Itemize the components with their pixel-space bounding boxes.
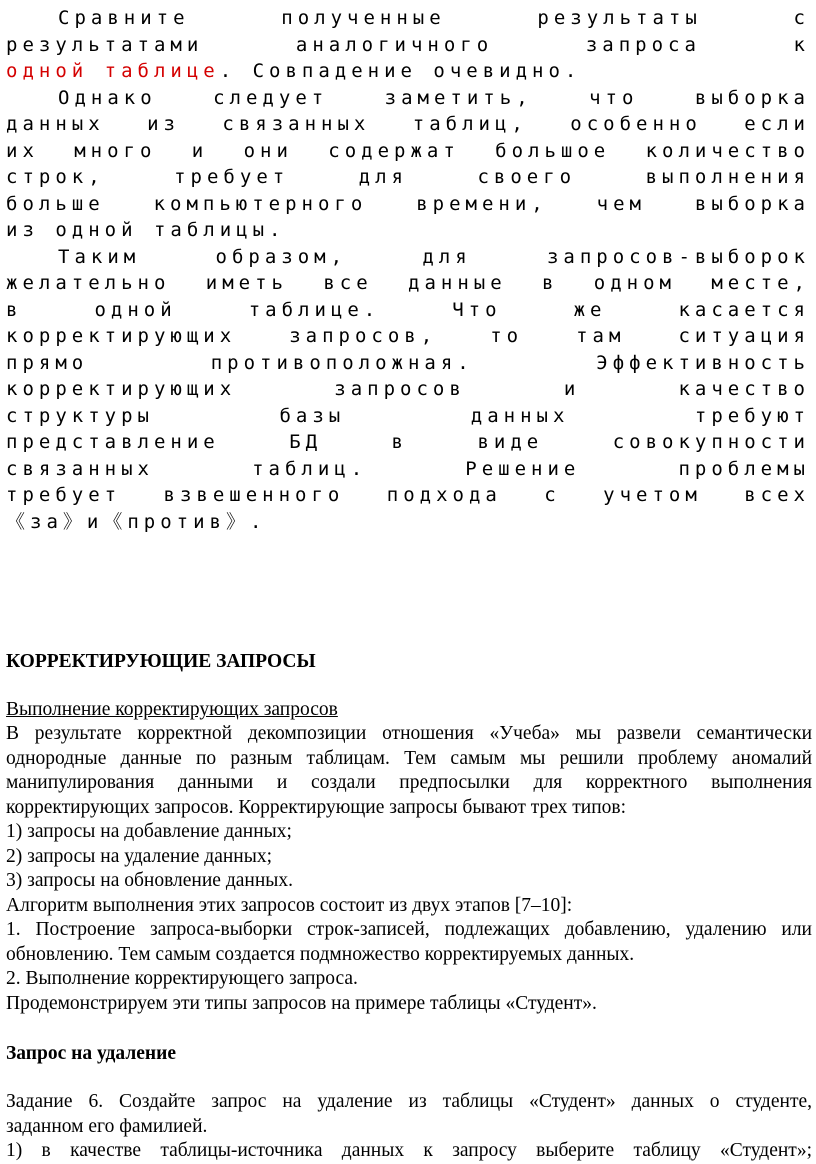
text-line: однородные данные по разным таблицам. Тем самым мы решили проблему аномалий <box>6 747 812 769</box>
text-line: в одной таблице. Что же касается <box>6 298 810 321</box>
text-line: Таким образом, для запросов-выборок <box>58 245 810 268</box>
task-text <box>6 1090 812 1164</box>
paragraph-compare <box>0 5 816 85</box>
text-line: корректирующих запросов. Корректирующие запросы бывают трех типов: <box>6 796 627 818</box>
text-line: строк, требует для своего выполнения <box>6 166 810 188</box>
text-line: их много и они содержат большое количество <box>6 139 810 162</box>
subsection-heading-delete: Запрос на удаление <box>6 1043 177 1064</box>
text-line: требует взвешенного подхода с учетом всех <box>6 484 810 506</box>
text-fragment: . Совпадение очевидно. <box>219 60 582 82</box>
paragraph-however <box>0 85 816 244</box>
text-line: В результате корректной декомпозиции отношения «Учеба» мы развели семантически <box>6 723 812 744</box>
text-line: структуры базы данных требуют <box>6 404 810 427</box>
text-line: Продемонстрируем эти типы запросов на примере таблицы «Студент». <box>6 992 597 1014</box>
text-line: желательно иметь все данные в одном месте, <box>6 272 810 294</box>
text-line: 《за》и《против》. <box>6 510 267 533</box>
text-line: обновлению. Тем самым создается подмножество корректируемых данных. <box>6 943 635 965</box>
list-item: 1) в качестве таблицы-источника данных к запросу выберите таблицу «Студент»; <box>6 1140 812 1161</box>
highlighted-text: одной таблице <box>6 60 220 82</box>
text-line: корректирующих запросов и качество <box>6 378 810 400</box>
list-item: 2) запросы на удаление данных; <box>6 845 273 867</box>
text-line: из одной таблицы. <box>6 219 286 241</box>
text-line: корректирующих запросов, то там ситуация <box>6 325 810 347</box>
body-text <box>6 722 812 1016</box>
text-line: заданном его фамилией. <box>6 1115 208 1137</box>
text-line: прямо противоположная. Эффективность <box>6 351 810 374</box>
text-line: связанных таблиц. Решение проблемы <box>6 457 810 480</box>
list-item: 1) запросы на добавление данных; <box>6 821 292 842</box>
list-item: 2. Выполнение корректирующего запроса. <box>6 968 358 989</box>
text-line: представление БД в виде совокупности <box>6 431 810 453</box>
text-line: Задание 6. Создайте запрос на удаление из таблицы «Студент» данных о студенте, <box>6 1091 812 1112</box>
subsection-heading: Выполнение корректирующих запросов <box>6 699 338 720</box>
text-line: Сравните полученные результаты с <box>58 7 810 29</box>
text-line: больше компьютерного времени, чем выборка <box>6 192 810 215</box>
section-heading: КОРРЕКТИРУЮЩИЕ ЗАПРОСЫ <box>6 651 316 672</box>
text-line: манипулирования данными и создали предпосылки для корректного выполнения <box>6 772 812 793</box>
text-line: Однако следует заметить, что выборка <box>58 86 810 109</box>
spaced-text-section <box>0 5 816 535</box>
paragraph-thus <box>0 244 816 536</box>
text-line <box>6 58 810 85</box>
list-item: 1. Построение запроса-выборки строк-записей, подлежащих добавлению, удалению или <box>6 919 812 940</box>
text-line: Алгоритм выполнения этих запросов состоит из двух этапов [7–10]: <box>6 894 573 916</box>
text-line: данных из связанных таблиц, особенно если <box>6 113 810 135</box>
list-item: 3) запросы на обновление данных. <box>6 870 294 891</box>
text-line: результатами аналогичного запроса к <box>6 33 810 56</box>
